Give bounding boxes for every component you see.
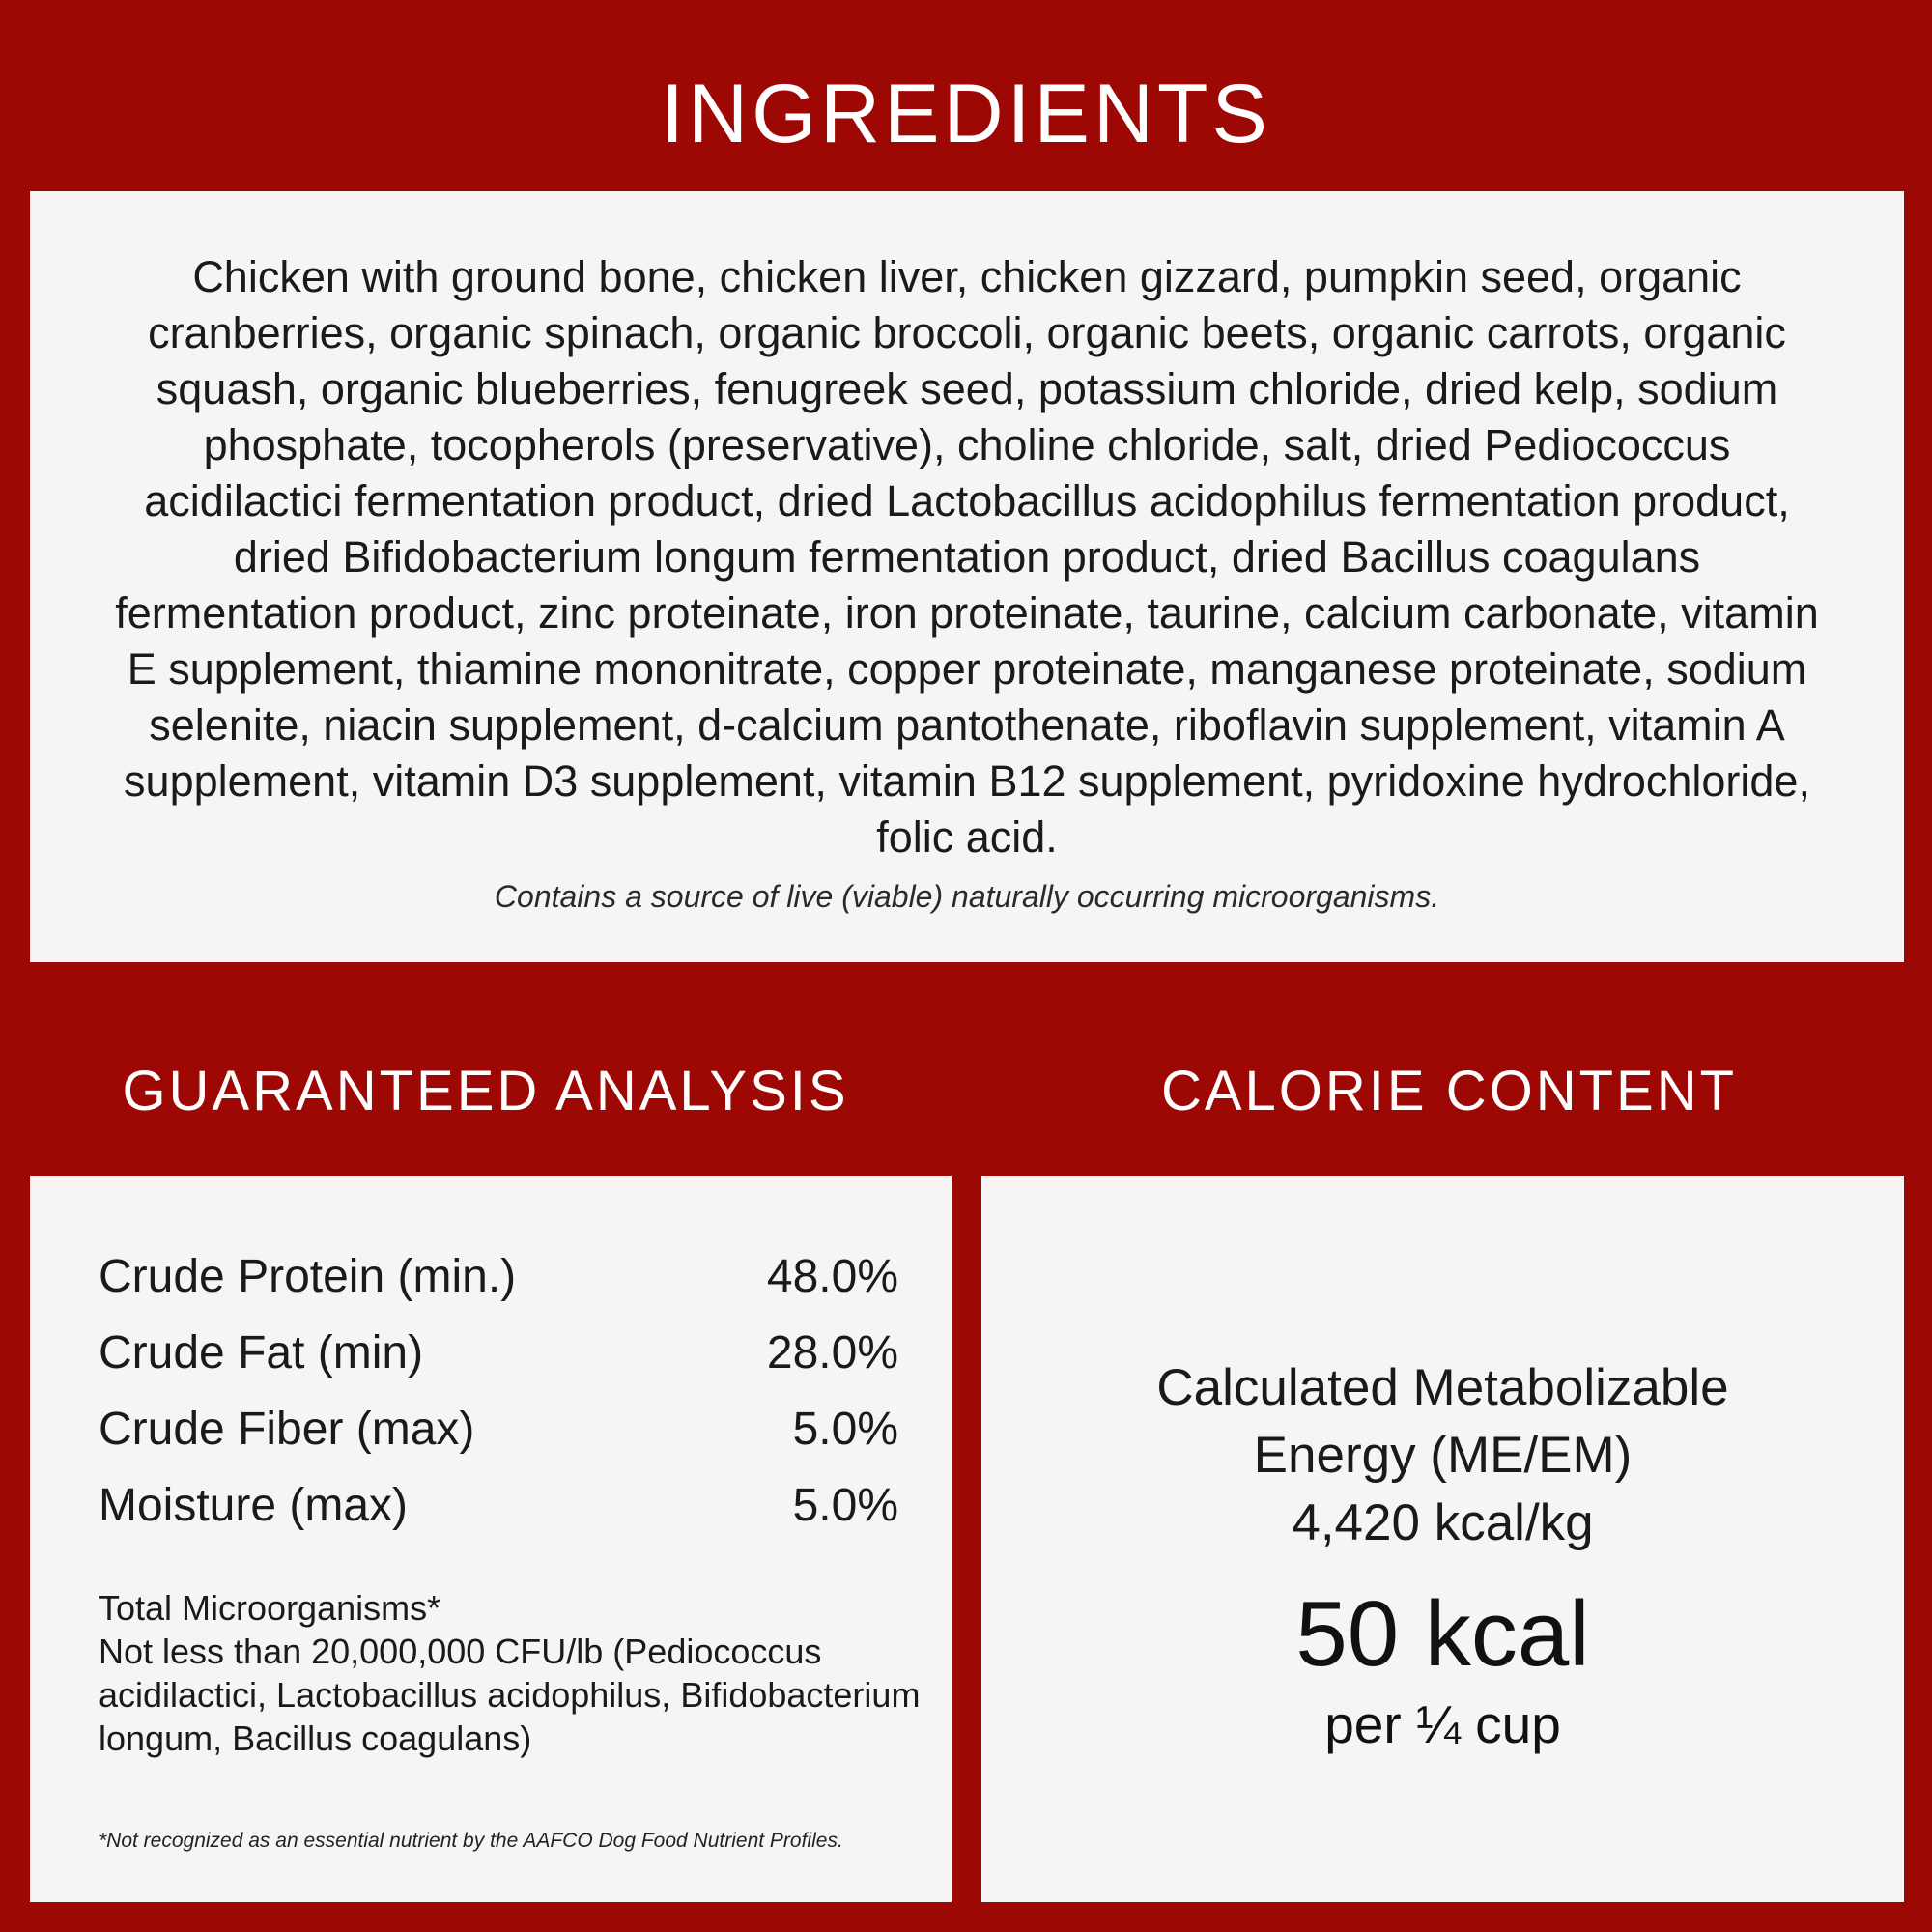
analysis-row xyxy=(99,1243,898,1311)
analysis-value: 5.0% xyxy=(792,1404,898,1455)
analysis-row xyxy=(99,1320,898,1387)
ingredients-title: INGREDIENTS xyxy=(661,68,1271,160)
analysis-row xyxy=(99,1396,898,1463)
guaranteed-analysis-title: GUARANTEED ANALYSIS xyxy=(122,1060,849,1122)
ingredients-text: Chicken with ground bone, chicken liver, chicken gizzard, pumpkin seed, organic cranberries, organic spinach, organic broccoli, organic beets, organic carrots, organic squash, organic blueberries, fenugreek seed, potassium chloride, dried kelp, sodium phosphate, tocopherols (preservative), choline chloride, salt, dried Pediococcus acidilactici fermentation product, dried Lactobacillus acidophilus fermentation product, dried Bifidobacterium longum fermentation product, dried Bacillus coagulans fermentation product, zinc proteinate, iron proteinate, taurine, calcium carbonate, vitamin E supplement, thiamine mononitrate, copper proteinate, manganese proteinate, sodium selenite, niacin supplement, d-calcium pantothenate, riboflavin supplement, vitamin A supplement, vitamin D3 supplement, vitamin B12 supplement, pyridoxine hydrochloride, folic acid. xyxy=(115,252,1819,862)
microorganisms-text: Not less than 20,000,000 CFU/lb (Pediococcus acidilactici, Lactobacillus acidophilus, Bifidobacterium longum, Bacillus coagulans) xyxy=(99,1632,921,1758)
kcal-value: 50 kcal xyxy=(1295,1582,1590,1686)
analysis-value: 48.0% xyxy=(766,1251,898,1302)
me-label-line2: Energy (ME/EM) xyxy=(1253,1427,1633,1484)
me-value: 4,420 kcal/kg xyxy=(1292,1494,1594,1551)
metabolizable-energy xyxy=(981,1354,1904,1557)
analysis-label: Crude Protein (min.) xyxy=(99,1251,517,1302)
guaranteed-analysis-panel xyxy=(30,1176,952,1902)
me-label-line1: Calculated Metabolizable xyxy=(1156,1359,1729,1416)
calorie-content-panel xyxy=(981,1176,1904,1902)
analysis-value: 28.0% xyxy=(766,1327,898,1378)
microorganisms-title: Total Microorganisms* xyxy=(99,1588,441,1628)
microorganisms-block xyxy=(99,1586,929,1760)
aafco-footnote: *Not recognized as an essential nutrient by the AAFCO Dog Food Nutrient Profiles. xyxy=(99,1830,843,1852)
kcal-serving: per ¼ cup xyxy=(1324,1694,1561,1754)
analysis-label: Moisture (max) xyxy=(99,1480,409,1531)
calorie-content-title: CALORIE CONTENT xyxy=(1160,1060,1738,1122)
analysis-label: Crude Fiber (max) xyxy=(99,1404,475,1455)
analysis-row xyxy=(99,1472,898,1540)
ingredients-note: Contains a source of live (viable) naturally occurring microorganisms. xyxy=(494,879,1440,914)
analysis-value: 5.0% xyxy=(792,1480,898,1531)
analysis-label: Crude Fat (min) xyxy=(99,1327,424,1378)
ingredients-panel xyxy=(30,191,1904,962)
